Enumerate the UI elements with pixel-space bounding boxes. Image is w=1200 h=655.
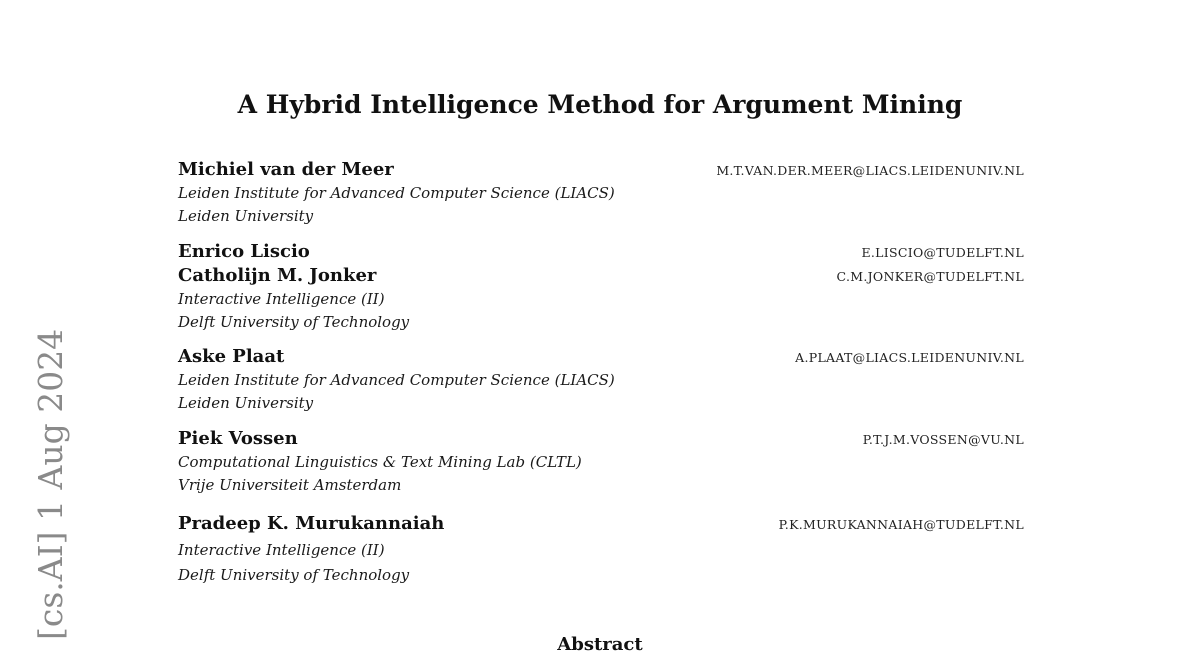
- arxiv-side-stamp: [cs.AI] 1 Aug 2024: [31, 328, 70, 640]
- author-block: [178, 345, 1024, 415]
- abstract-heading: Abstract: [557, 634, 643, 655]
- affiliation-line: Leiden University: [178, 207, 314, 225]
- author-block: [178, 158, 1024, 228]
- author-row: [178, 345, 1024, 369]
- author-email: A.PLAAT@LIACS.LEIDENUNIV.NL: [795, 350, 1024, 365]
- author-row: [178, 158, 1024, 182]
- author-email: P.T.J.M.VOSSEN@VU.NL: [862, 432, 1024, 447]
- affiliation-line: Vrije Universiteit Amsterdam: [178, 476, 402, 494]
- affiliation-line: Interactive Intelligence (II): [178, 290, 385, 308]
- author-block: [178, 240, 1024, 334]
- author-email: C.M.JONKER@TUDELFT.NL: [836, 269, 1024, 284]
- author-name: Michiel van der Meer: [178, 159, 394, 180]
- paper-title: A Hybrid Intelligence Method for Argument Mining: [237, 90, 963, 119]
- author-name: Catholijn M. Jonker: [178, 265, 377, 286]
- affiliation-line: Interactive Intelligence (II): [178, 541, 385, 559]
- affiliation-line: Leiden University: [178, 394, 314, 412]
- author-email: E.LISCIO@TUDELFT.NL: [861, 245, 1024, 260]
- author-email: M.T.VAN.DER.MEER@LIACS.LEIDENUNIV.NL: [716, 163, 1024, 178]
- affiliation-line: Computational Linguistics & Text Mining Lab (CLTL): [178, 453, 582, 471]
- author-row: [178, 264, 1024, 288]
- author-name: Pradeep K. Murukannaiah: [178, 513, 445, 534]
- affiliation-line: Delft University of Technology: [178, 566, 410, 584]
- author-row: [178, 512, 1024, 536]
- author-email: P.K.MURUKANNAIAH@TUDELFT.NL: [778, 517, 1024, 532]
- author-block: [178, 427, 1024, 497]
- affiliation-line: Delft University of Technology: [178, 313, 410, 331]
- author-name: Aske Plaat: [178, 346, 285, 367]
- author-row: [178, 427, 1024, 451]
- author-name: Enrico Liscio: [178, 241, 310, 262]
- affiliation-line: Leiden Institute for Advanced Computer Science (LIACS): [178, 371, 615, 389]
- affiliation-line: Leiden Institute for Advanced Computer Science (LIACS): [178, 184, 615, 202]
- author-name: Piek Vossen: [178, 428, 298, 449]
- author-row: [178, 240, 1024, 264]
- author-block: [178, 512, 1024, 587]
